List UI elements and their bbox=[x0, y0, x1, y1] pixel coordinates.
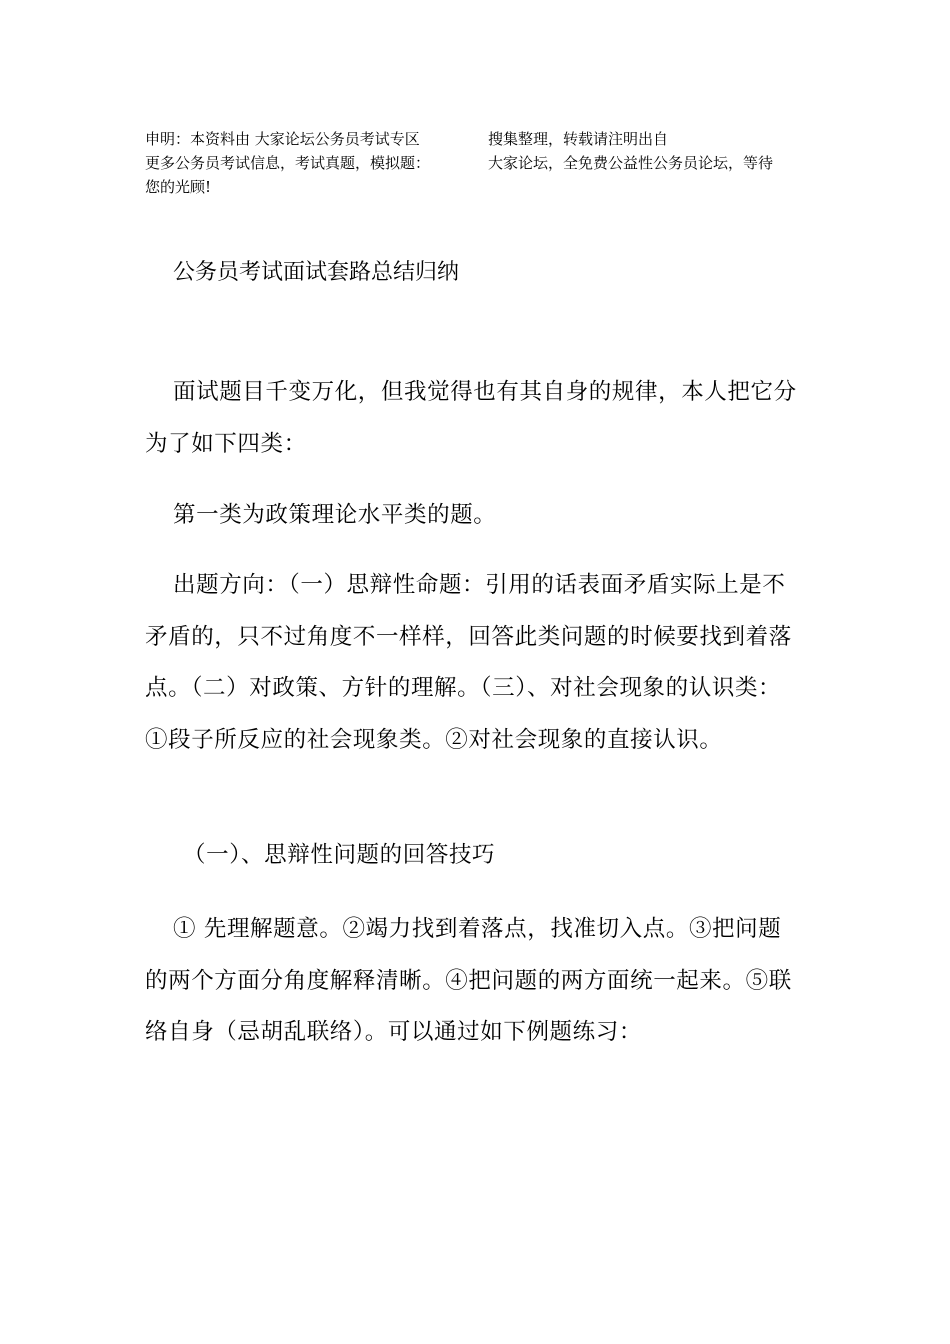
document-title: 公务员考试面试套路总结归纳 bbox=[173, 260, 460, 285]
paragraph-answer-tips: ① 先理解题意。②竭力找到着落点，找准切入点。③把问题的两个方面分角度解释清晰。④把问题的两方面统一起来。⑤联络自身（忌胡乱联络）。可以通过如下例题练习： bbox=[145, 916, 792, 1045]
notice-line-2 bbox=[145, 151, 810, 175]
notice-line-1 bbox=[145, 127, 810, 151]
notice-line-1-right: 搜集整理，转载请注明出自 bbox=[488, 130, 669, 148]
source-notice bbox=[145, 127, 810, 199]
paragraph-question-directions: 出题方向：（一）思辩性命题：引用的话表面矛盾实际上是不矛盾的，只不过角度不一样样，回答此类问题的时候要找到着落点。（二）对政策、方针的理解。（三）、对社会现象的认识类：①段子所反应的社会现象类。②对社会现象的直接认识。 bbox=[145, 572, 792, 753]
notice-line-2-left: 更多公务员考试信息，考试真题，模拟题： bbox=[145, 154, 431, 172]
paragraph-intro: 面试题目千变万化，但我觉得也有其自身的规律，本人把它分为了如下四类： bbox=[145, 379, 797, 457]
notice-line-2-right: 大家论坛，全免费公益性公务员论坛，等待 bbox=[488, 154, 774, 172]
section-heading-dialectic: （一）、思辩性问题的回答技巧 bbox=[183, 842, 496, 868]
notice-line-1-left: 申明：本资料由 大家论坛公务员考试专区 bbox=[145, 130, 420, 148]
notice-line-3: 您的光顾! bbox=[145, 178, 212, 196]
paragraph-category-one: 第一类为政策理论水平类的题。 bbox=[173, 502, 497, 528]
